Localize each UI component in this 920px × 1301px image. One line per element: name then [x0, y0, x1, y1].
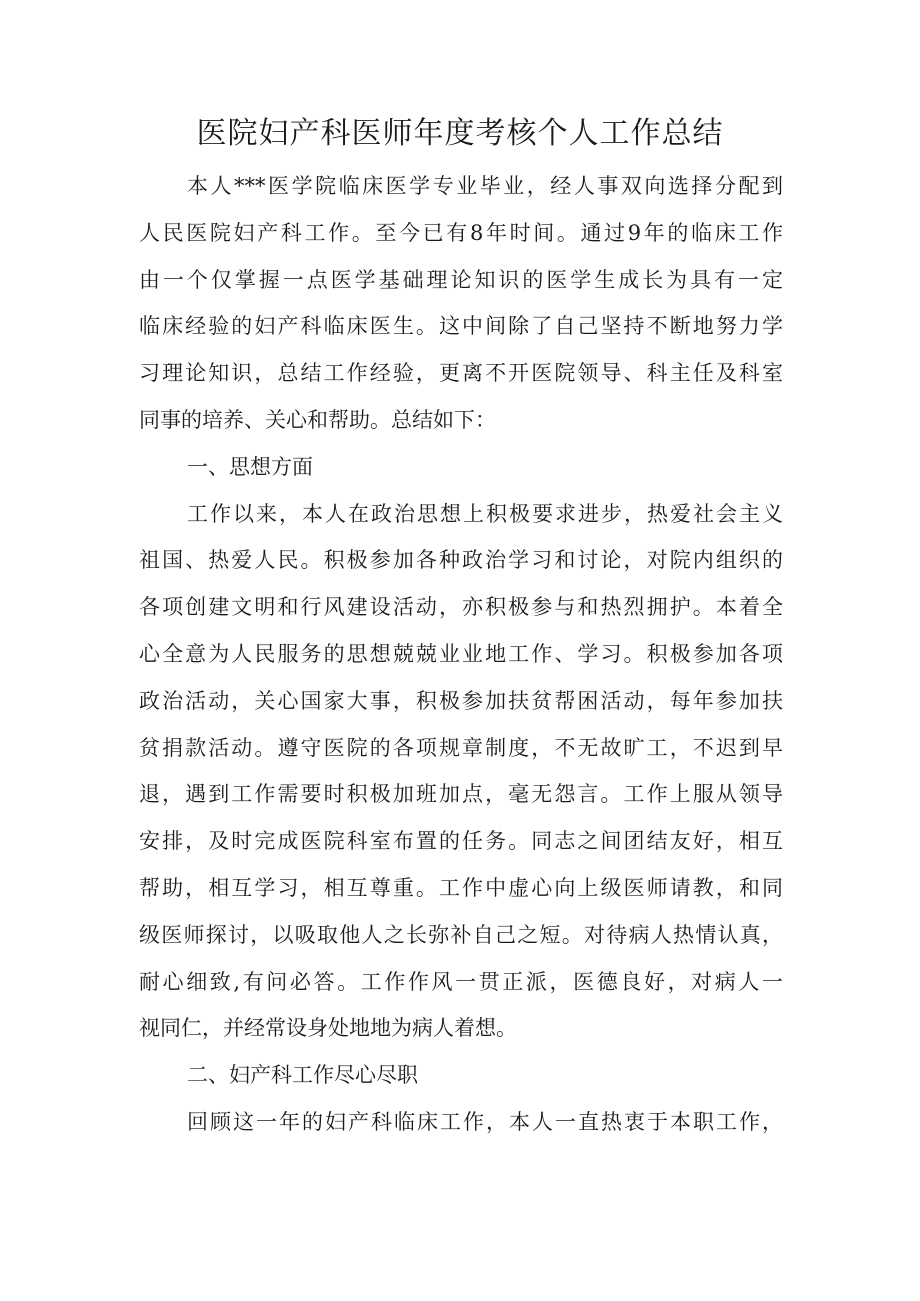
paragraph-line: 级医师探讨，以吸取他人之长弥补自己之短。对待病人热情认真，	[139, 922, 783, 947]
document-body	[139, 163, 783, 1146]
paragraph-line: 人民医院妇产科工作。至今已有8年时间。通过9年的临床工作	[139, 220, 783, 245]
paragraph-line: 各项创建文明和行风建设活动，亦积极参与和热烈拥护。本着全	[139, 595, 783, 620]
paragraph-line: 工作以来，本人在政治思想上积极要求进步，热爱社会主义	[187, 501, 783, 526]
paragraph-line: 心全意为人民服务的思想兢兢业业地工作、学习。积极参加各项	[139, 641, 783, 666]
paragraph-line: 退，遇到工作需要时积极加班加点，毫无怨言。工作上服从领导	[139, 782, 783, 807]
paragraph-line: 政治活动，关心国家大事，积极参加扶贫帮困活动，每年参加扶	[139, 688, 783, 713]
paragraph-line: 临床经验的妇产科临床医生。这中间除了自己坚持不断地努力学	[139, 314, 783, 339]
paragraph-line: 贫捐款活动。遵守医院的各项规章制度，不无故旷工，不迟到早	[139, 735, 783, 760]
paragraph-line: 祖国、热爱人民。积极参加各种政治学习和讨论，对院内组织的	[139, 548, 783, 573]
paragraph-line: 同事的培养、关心和帮助。总结如下：	[139, 407, 496, 432]
paragraph-line: 耐心细致,有问必答。工作作风一贯正派，医德良好，对病人一	[139, 969, 783, 994]
paragraph-line: 本人***医学院临床医学专业毕业，经人事双向选择分配到	[187, 174, 783, 198]
section-heading: 二、妇产科工作尽心尽职	[187, 1063, 418, 1088]
paragraph-line: 帮助，相互学习，相互尊重。工作中虚心向上级医师请教，和同	[139, 875, 783, 900]
paragraph-line: 习理论知识，总结工作经验，更离不开医院领导、科主任及科室	[139, 361, 783, 386]
paragraph-line: 回顾这一年的妇产科临床工作，本人一直热衷于本职工作，	[187, 1109, 783, 1134]
section-heading: 一、思想方面	[187, 454, 313, 479]
paragraph-line: 由一个仅掌握一点医学基础理论知识的医学生成长为具有一定	[139, 267, 783, 292]
paragraph-line: 安排，及时完成医院科室布置的任务。同志之间团结友好，相互	[139, 829, 783, 854]
paragraph-line: 视同仁，并经常设身处地地为病人着想。	[139, 1016, 517, 1041]
document-title: 医院妇产科医师年度考核个人工作总结	[196, 116, 724, 151]
